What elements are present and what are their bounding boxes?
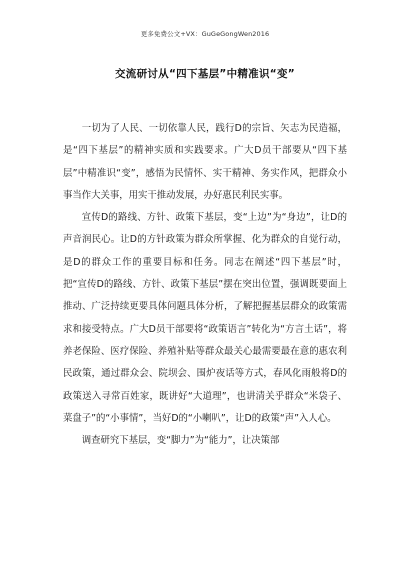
header-note: 更多免费公文+VX：GuGeGongWen2016 <box>140 30 270 38</box>
paragraph-3: 调查研究下基层，变“脚力”为“能力”，让决策部 <box>81 435 280 447</box>
document-body <box>63 118 347 452</box>
paragraph-2: 宣传D的路线、方针、政策下基层，变“上边”为“身边”，让D的声音润民心。让D的方针政策为群众所掌握、化为群众的自觉行动，是D的群众工作的重要目标和任务。同志在阐述“四下基层”时，把“宣传D的路线、方针、政策下基层”摆在突出位置，强调既要面上推动、广泛持续更要具体问题具体分析，了解把握基层群众的政策需求和接受特点。广大D员干部要将“政策语言”转化为“方言土话”，将养老保险、医疗保险、养殖补贴等群众最关心最需要最在意的惠农利民政策，通过群众会、院坝会、围炉夜话等方式，春风化雨般将D的政策送入寻常百姓家，既讲好“大道理”，也讲清关乎群众“米袋子、菜盘子”的“小事情”，当好D的“小喇叭”，让D的政策“声”入人心。 <box>63 212 347 424</box>
document-title: 交流研讨从“四下基层”中精准识“变” <box>114 68 295 80</box>
paragraph-1: 一切为了人民、一切依靠人民，践行D的宗旨、矢志为民造福，是“四下基层”的精神实质和实践要求。广大D员干部要从“四下基层”中精准识“变”，感悟为民情怀、实干精神、务实作风，把群众小事当作大关事，用实干推动发展，办好惠民利民实事。 <box>63 123 347 201</box>
